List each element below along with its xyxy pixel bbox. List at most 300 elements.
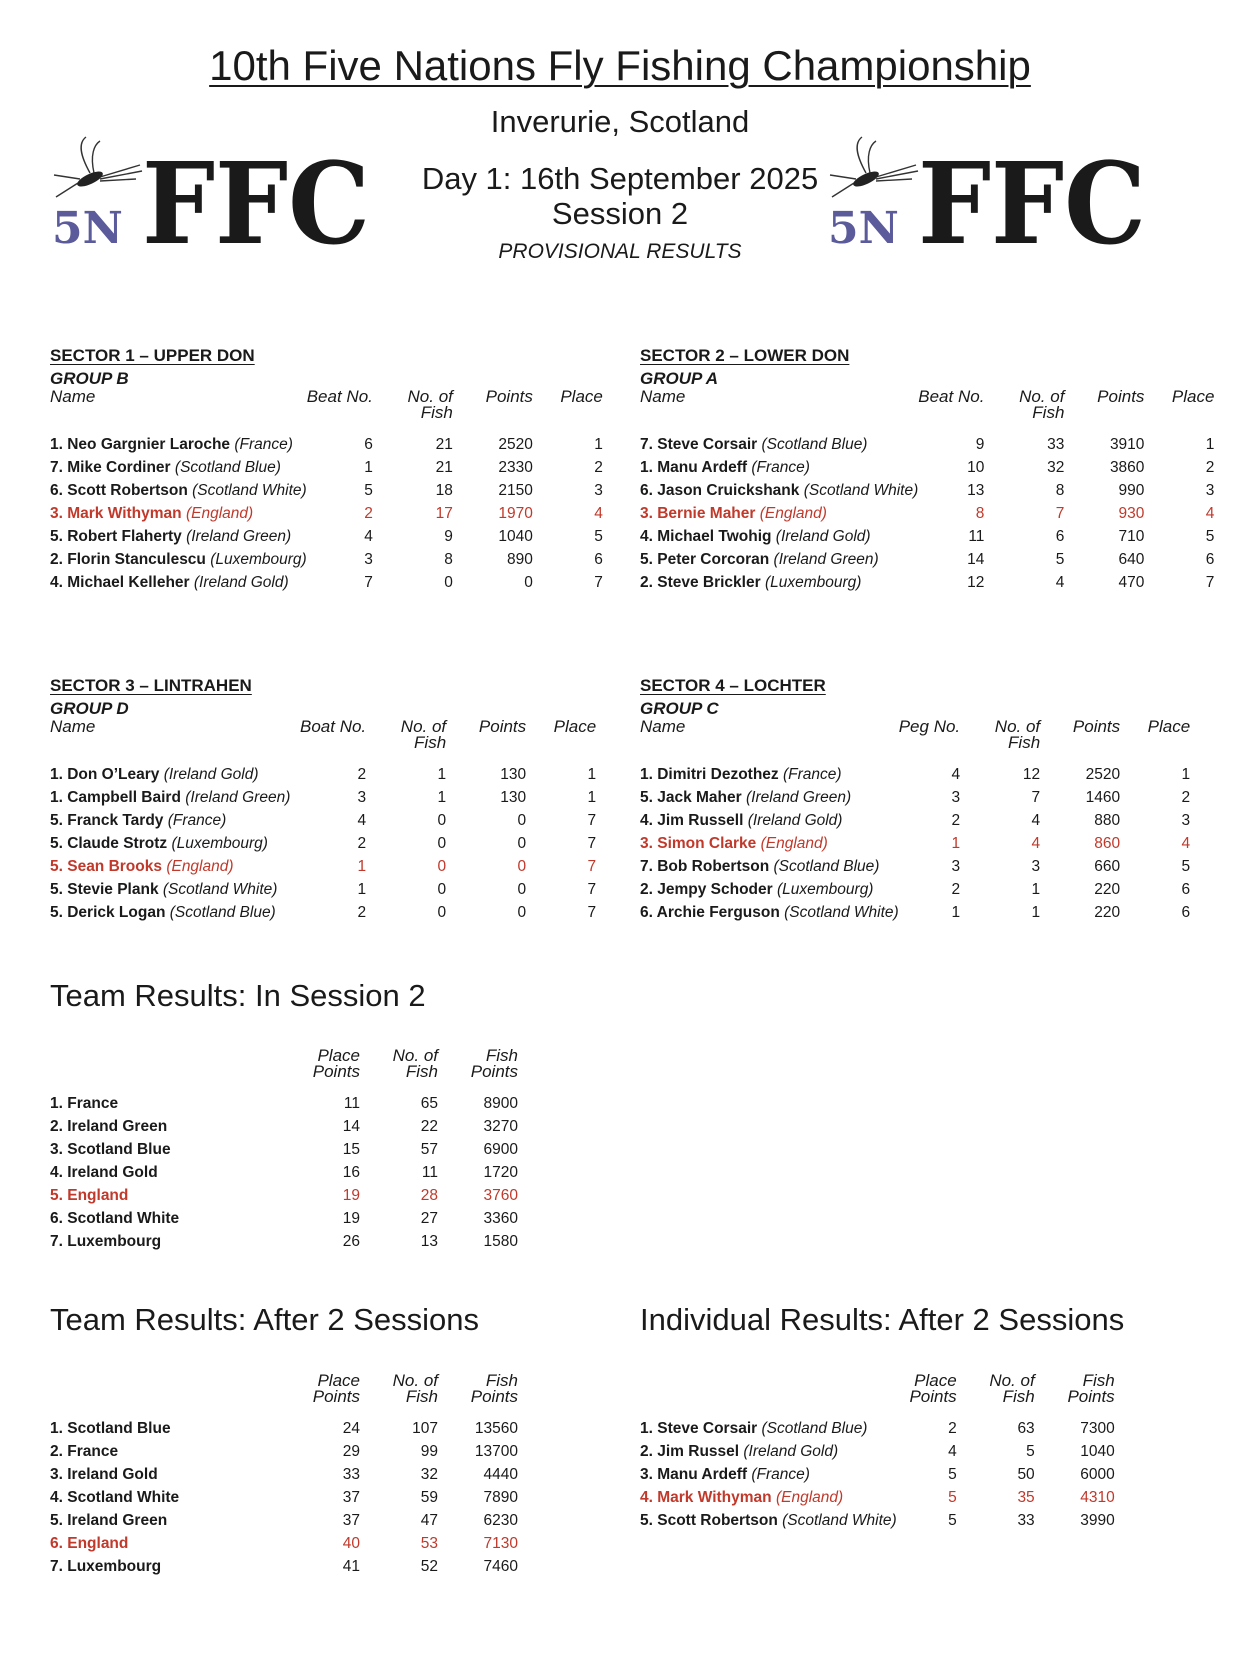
fish-points-cell: 3360	[483, 1209, 518, 1227]
competitor-name: 5. Scott Robertson	[640, 1511, 778, 1529]
table-row	[640, 855, 1190, 878]
fish-points-cell: 7890	[483, 1488, 518, 1506]
col-header: Points	[478, 717, 527, 736]
logo-left-graphic	[50, 135, 380, 255]
col-header: Place	[553, 717, 597, 736]
fish-cell: 4	[1031, 811, 1041, 829]
fish-cell: 0	[444, 573, 453, 591]
team-after-heading: Team Results: After 2 Sessions	[50, 1302, 480, 1337]
number-cell: 9	[975, 435, 985, 453]
name-cell	[50, 809, 300, 832]
fish-cell: 33	[1047, 435, 1065, 453]
team-name: (Scotland White)	[803, 481, 919, 499]
group-label: GROUP C	[640, 699, 719, 718]
fish-cell: 28	[420, 1186, 438, 1204]
svg-text:FFC: FFC	[142, 139, 370, 255]
place-points-cell: 19	[342, 1186, 360, 1204]
name-cell	[640, 456, 918, 479]
col-header: Points	[1072, 717, 1121, 736]
fish-cell: 52	[420, 1557, 438, 1575]
place-cell: 7	[587, 811, 597, 829]
fish-cell: 21	[435, 458, 453, 476]
name-cell	[50, 479, 307, 502]
individual-after-heading: Individual Results: After 2 Sessions	[640, 1302, 1125, 1337]
points-cell: 2330	[498, 458, 533, 476]
competitor-name: 1. Steve Corsair	[640, 1419, 758, 1437]
document-title: 10th Five Nations Fly Fishing Championship	[209, 42, 1031, 89]
team-name: (England)	[759, 504, 827, 522]
place-points-cell: 11	[343, 1094, 360, 1112]
competitor-name: 7. Steve Corsair	[640, 435, 758, 453]
points-cell: 470	[1118, 573, 1145, 591]
fish-cell: 5	[1055, 550, 1065, 568]
number-cell: 1	[951, 903, 961, 921]
fish-cell: 0	[437, 857, 447, 875]
number-cell: 4	[364, 527, 373, 545]
sector-title: SECTOR 4 – LOCHTER	[640, 676, 826, 695]
table-row	[50, 1092, 518, 1115]
fish-points-cell: 1040	[1080, 1442, 1115, 1460]
table-row	[640, 763, 1190, 786]
number-cell: 3	[357, 788, 367, 806]
fish-cell: 18	[435, 481, 453, 499]
provisional-label: PROVISIONAL RESULTS	[498, 240, 742, 263]
team-name: (England)	[166, 857, 234, 875]
table-row	[50, 786, 596, 809]
place-cell: 1	[587, 788, 597, 806]
competitor-name: 1. Don O’Leary	[50, 765, 160, 783]
fish-points-cell: 3270	[483, 1117, 518, 1135]
points-cell: 130	[500, 765, 527, 783]
team-name: (Ireland Gold)	[743, 1442, 839, 1460]
place-cell: 2	[1181, 788, 1191, 806]
table-row	[640, 571, 1214, 594]
competitor-name: 1. Manu Ardeff	[640, 458, 748, 476]
place-cell: 2	[1205, 458, 1215, 476]
place-cell: 6	[594, 550, 603, 568]
fish-cell: 9	[444, 527, 453, 545]
name-cell	[640, 479, 918, 502]
team-name: (Luxembourg)	[776, 880, 874, 898]
col-header: No. of Fish	[1019, 387, 1065, 422]
team-session-heading: Team Results: In Session 2	[50, 978, 426, 1013]
table-row	[50, 901, 596, 924]
number-cell: 2	[357, 765, 367, 783]
col-header: No. of Fish	[392, 1046, 438, 1081]
points-cell: 2520	[1085, 765, 1121, 783]
team-name: (Scotland Blue)	[169, 903, 276, 921]
table-row	[640, 786, 1190, 809]
table-row	[50, 1509, 518, 1532]
col-header: Name	[50, 387, 96, 406]
team-name: (Luxembourg)	[210, 550, 307, 568]
competitor-name: 6. Archie Ferguson	[640, 903, 780, 921]
name-cell	[50, 548, 307, 571]
fish-cell: 1	[1031, 880, 1041, 898]
number-cell: 2	[951, 880, 961, 898]
fish-cell: 0	[437, 834, 447, 852]
col-header: Place	[1171, 387, 1215, 406]
place-cell: 6	[1181, 880, 1191, 898]
place-cell: 1	[1205, 435, 1215, 453]
table-row	[50, 502, 603, 525]
competitor-name: 5. Derick Logan	[50, 903, 166, 921]
team-name: (Scotland White)	[192, 481, 307, 499]
name-cell	[50, 525, 307, 548]
col-header: Place Points	[312, 1371, 360, 1406]
points-cell: 0	[517, 834, 527, 852]
fish-cell: 5	[1026, 1442, 1035, 1460]
team-name: (France)	[751, 458, 810, 476]
number-cell: 2	[951, 811, 961, 829]
team-name: (France)	[234, 435, 293, 453]
place-cell: 6	[1205, 550, 1215, 568]
name-cell	[640, 1509, 897, 1532]
sector-table	[50, 719, 596, 924]
name-cell	[50, 1161, 300, 1184]
logo-right	[826, 135, 1156, 255]
col-header	[640, 1373, 897, 1417]
name-cell	[640, 525, 918, 548]
fish-cell: 107	[412, 1419, 438, 1437]
fish-cell: 6	[1055, 527, 1065, 545]
place-cell: 4	[1181, 834, 1191, 852]
name-cell	[640, 502, 918, 525]
points-cell: 0	[524, 573, 533, 591]
place-points-cell: 5	[948, 1465, 957, 1483]
competitor-name: 1. Scotland Blue	[50, 1419, 171, 1437]
place-cell: 1	[594, 435, 603, 453]
table-row	[50, 763, 596, 786]
points-cell: 3910	[1109, 435, 1145, 453]
table-row	[640, 479, 1214, 502]
fish-cell: 0	[437, 811, 447, 829]
name-cell	[50, 502, 307, 525]
points-cell: 130	[500, 788, 527, 806]
competitor-name: 3. Scotland Blue	[50, 1140, 171, 1158]
competitor-name: 4. Ireland Gold	[50, 1163, 158, 1181]
logo-right-graphic	[826, 135, 1156, 255]
col-header: Place Points	[312, 1046, 360, 1081]
fish-cell: 13	[420, 1232, 438, 1250]
team-name: (France)	[751, 1465, 810, 1483]
sector-title: SECTOR 1 – UPPER DON	[50, 346, 255, 365]
col-header	[50, 1048, 300, 1092]
name-cell	[50, 1417, 300, 1440]
day-date: Day 1: 16th September 2025	[421, 161, 819, 196]
fish-cell: 1	[437, 788, 447, 806]
table-row	[50, 1207, 518, 1230]
col-header: Boat No.	[300, 717, 367, 736]
team-name: (England)	[775, 1488, 844, 1506]
competitor-name: 4. Scotland White	[50, 1488, 180, 1506]
team-name: (Ireland Gold)	[163, 765, 259, 783]
place-points-cell: 29	[342, 1442, 360, 1460]
competitor-name: 5. England	[50, 1186, 129, 1204]
location: Inverurie, Scotland	[490, 104, 750, 139]
name-cell	[50, 1207, 300, 1230]
place-points-cell: 33	[342, 1465, 360, 1483]
competitor-name: 5. Robert Flaherty	[50, 527, 182, 545]
points-cell: 890	[507, 550, 533, 568]
team-session	[50, 1048, 518, 1253]
place-points-cell: 24	[342, 1419, 360, 1437]
group-label: GROUP D	[50, 699, 129, 718]
team-name: (Ireland Green)	[773, 550, 879, 568]
fish-cell: 65	[420, 1094, 438, 1112]
points-cell: 0	[517, 811, 527, 829]
table-row	[50, 1138, 518, 1161]
points-cell: 0	[517, 903, 527, 921]
name-cell	[50, 571, 307, 594]
fish-cell: 1	[437, 765, 447, 783]
fish-cell: 32	[1047, 458, 1065, 476]
points-cell: 1040	[498, 527, 533, 545]
table-row	[50, 1463, 518, 1486]
place-cell: 3	[594, 481, 603, 499]
fish-cell: 17	[435, 504, 453, 522]
table-row	[640, 809, 1190, 832]
fish-cell: 7	[1031, 788, 1041, 806]
competitor-name: 7. Luxembourg	[50, 1557, 162, 1575]
name-cell	[50, 786, 300, 809]
competitor-name: 2. Steve Brickler	[640, 573, 761, 591]
sector-title: SECTOR 3 – LINTRAHEN	[50, 676, 252, 695]
points-cell: 660	[1094, 857, 1121, 875]
number-cell: 2	[364, 504, 373, 522]
competitor-name: 4. Jim Russell	[640, 811, 744, 829]
points-cell: 0	[517, 880, 527, 898]
competitor-name: 6. Scotland White	[50, 1209, 180, 1227]
table-row	[50, 1417, 518, 1440]
col-header: No. of Fish	[407, 387, 453, 422]
team-name: (Scotland Blue)	[761, 435, 868, 453]
competitor-name: 2. Jempy Schoder	[640, 880, 773, 898]
name-cell	[50, 1230, 300, 1253]
sector-table	[50, 389, 603, 594]
team-name: (Ireland Green)	[186, 527, 292, 545]
col-header: Points	[1097, 387, 1145, 406]
name-cell	[50, 832, 300, 855]
fish-cell: 32	[420, 1465, 438, 1483]
place-points-cell: 40	[342, 1534, 360, 1552]
col-header: No. of Fish	[400, 717, 447, 752]
team-after	[50, 1373, 518, 1578]
col-header: Place Points	[909, 1371, 957, 1406]
place-cell: 5	[1181, 857, 1191, 875]
group-label: GROUP B	[50, 369, 129, 388]
name-cell	[640, 1486, 897, 1509]
team-session-table	[50, 1048, 518, 1253]
number-cell: 5	[364, 481, 373, 499]
name-cell	[50, 433, 307, 456]
number-cell: 8	[975, 504, 985, 522]
team-name: (France)	[782, 765, 842, 783]
team-name: (Luxembourg)	[171, 834, 268, 852]
table-row	[50, 525, 603, 548]
fish-cell: 21	[435, 435, 453, 453]
points-cell: 710	[1118, 527, 1145, 545]
col-header: Points	[485, 387, 533, 406]
col-header: No. of Fish	[994, 717, 1041, 752]
fish-cell: 12	[1022, 765, 1041, 783]
name-cell	[640, 809, 899, 832]
fish-points-cell: 7300	[1080, 1419, 1115, 1437]
name-cell	[50, 878, 300, 901]
name-cell	[640, 901, 899, 924]
points-cell: 990	[1118, 481, 1145, 499]
place-cell: 7	[1205, 573, 1215, 591]
team-name: (Ireland Gold)	[775, 527, 871, 545]
place-cell: 6	[1181, 903, 1191, 921]
team-name: (Scotland Blue)	[761, 1419, 868, 1437]
team-name: (France)	[167, 811, 227, 829]
table-row	[50, 1532, 518, 1555]
place-points-cell: 5	[948, 1488, 957, 1506]
number-cell: 1	[357, 857, 367, 875]
fish-cell: 4	[1055, 573, 1065, 591]
table-row	[50, 433, 603, 456]
fish-cell: 33	[1017, 1511, 1035, 1529]
place-cell: 7	[587, 903, 597, 921]
sector-4	[640, 676, 1190, 924]
table-row	[50, 1486, 518, 1509]
team-name: (Scotland Blue)	[174, 458, 281, 476]
competitor-name: 4. Mark Withyman	[640, 1488, 772, 1506]
place-points-cell: 14	[342, 1117, 360, 1135]
name-cell	[50, 1115, 300, 1138]
team-name: (Scotland White)	[782, 1511, 897, 1529]
competitor-name: 4. Michael Kelleher	[50, 573, 190, 591]
sector-1	[50, 346, 603, 594]
col-header: Name	[640, 717, 686, 736]
number-cell: 12	[967, 573, 985, 591]
place-points-cell: 37	[342, 1511, 360, 1529]
competitor-name: 3. Ireland Gold	[50, 1465, 158, 1483]
points-cell: 2150	[498, 481, 533, 499]
name-cell	[50, 1184, 300, 1207]
place-points-cell: 37	[342, 1488, 360, 1506]
fish-cell: 99	[420, 1442, 438, 1460]
number-cell: 1	[357, 880, 367, 898]
fish-cell: 57	[420, 1140, 438, 1158]
competitor-name: 5. Franck Tardy	[50, 811, 164, 829]
table-row	[50, 548, 603, 571]
place-points-cell: 19	[342, 1209, 360, 1227]
table-row	[50, 855, 596, 878]
col-header: Peg No.	[898, 717, 961, 736]
table-row	[640, 502, 1214, 525]
name-cell	[640, 433, 918, 456]
team-name: (England)	[185, 504, 254, 522]
competitor-name: 6. England	[50, 1534, 129, 1552]
table-row	[640, 1417, 1115, 1440]
col-header: Fish Points	[470, 1371, 518, 1406]
individual-after	[640, 1373, 1115, 1532]
fish-cell: 8	[1055, 481, 1065, 499]
fish-cell: 0	[437, 880, 447, 898]
fish-cell: 63	[1017, 1419, 1035, 1437]
name-cell	[640, 1463, 897, 1486]
team-name: (England)	[760, 834, 828, 852]
fish-cell: 3	[1031, 857, 1041, 875]
table-row	[50, 1230, 518, 1253]
fish-points-cell: 6900	[483, 1140, 518, 1158]
competitor-name: 5. Sean Brooks	[50, 857, 162, 875]
table-row	[50, 1555, 518, 1578]
competitor-name: 3. Simon Clarke	[640, 834, 757, 852]
name-cell	[640, 1417, 897, 1440]
competitor-name: 1. Neo Gargnier Laroche	[50, 435, 231, 453]
competitor-name: 5. Ireland Green	[50, 1511, 168, 1529]
number-cell: 3	[364, 550, 373, 568]
points-cell: 640	[1118, 550, 1145, 568]
fish-points-cell: 3760	[483, 1186, 518, 1204]
table-row	[50, 479, 603, 502]
name-cell	[640, 763, 899, 786]
competitor-name: 5. Peter Corcoran	[640, 550, 770, 568]
number-cell: 1	[951, 834, 961, 852]
competitor-name: 7. Bob Robertson	[640, 857, 770, 875]
name-cell	[50, 855, 300, 878]
competitor-name: 4. Michael Twohig	[640, 527, 772, 545]
team-name: (Scotland Blue)	[773, 857, 880, 875]
number-cell: 10	[967, 458, 985, 476]
place-cell: 4	[594, 504, 603, 522]
svg-text:5N: 5N	[52, 203, 123, 254]
competitor-name: 5. Jack Maher	[640, 788, 742, 806]
points-cell: 1460	[1085, 788, 1121, 806]
table-row	[50, 832, 596, 855]
fish-points-cell: 1580	[483, 1232, 518, 1250]
competitor-name: 6. Scott Robertson	[50, 481, 188, 499]
fish-cell: 53	[420, 1534, 438, 1552]
points-cell: 3860	[1109, 458, 1145, 476]
name-cell	[50, 1463, 300, 1486]
competitor-name: 3. Manu Ardeff	[640, 1465, 748, 1483]
fish-cell: 35	[1017, 1488, 1035, 1506]
table-row	[640, 878, 1190, 901]
table-row	[640, 1509, 1115, 1532]
fish-cell: 27	[420, 1209, 438, 1227]
competitor-name: 7. Mike Cordiner	[50, 458, 171, 476]
team-name: (Ireland Green)	[746, 788, 852, 806]
place-cell: 1	[587, 765, 597, 783]
table-row	[640, 1463, 1115, 1486]
competitor-name: 5. Stevie Plank	[50, 880, 159, 898]
session-label: Session 2	[551, 196, 689, 231]
name-cell	[50, 1532, 300, 1555]
competitor-name: 2. France	[50, 1442, 119, 1460]
fish-cell: 7	[1055, 504, 1065, 522]
name-cell	[640, 878, 899, 901]
name-cell	[50, 456, 307, 479]
number-cell: 1	[364, 458, 373, 476]
points-cell: 930	[1118, 504, 1145, 522]
team-name: (Ireland Green)	[185, 788, 291, 806]
number-cell: 3	[951, 857, 961, 875]
team-name: (Scotland White)	[784, 903, 899, 921]
fish-points-cell: 13560	[474, 1419, 518, 1437]
competitor-name: 2. Florin Stanculescu	[50, 550, 206, 568]
table-row	[50, 1161, 518, 1184]
competitor-name: 3. Bernie Maher	[640, 504, 756, 522]
svg-text:FFC: FFC	[918, 139, 1146, 255]
name-cell	[50, 1555, 300, 1578]
name-cell	[50, 901, 300, 924]
team-name: (Ireland Gold)	[747, 811, 843, 829]
logo-left	[50, 135, 380, 255]
